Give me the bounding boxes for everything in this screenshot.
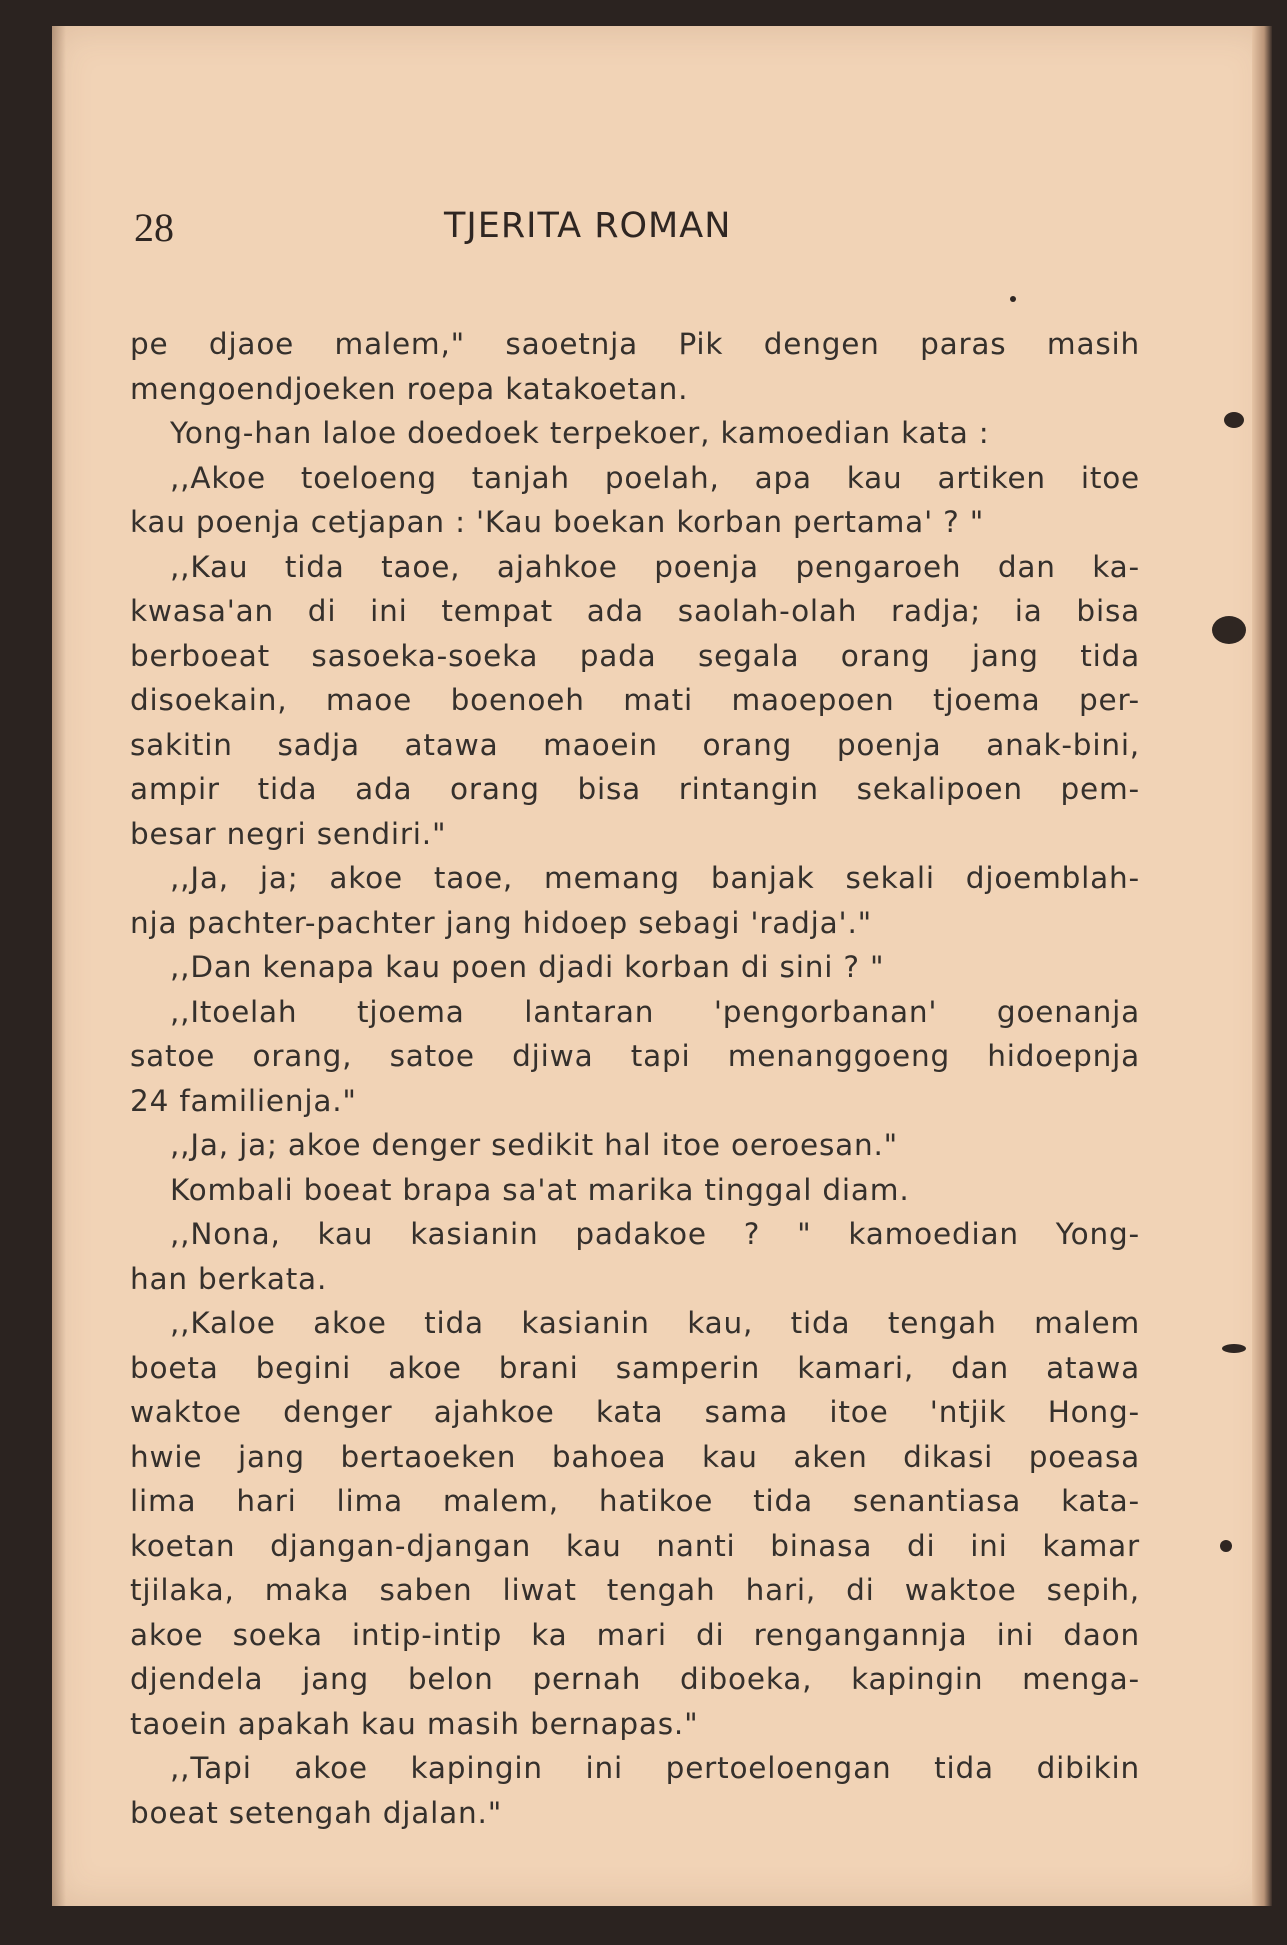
text-line: ,,Kaloe akoe tida kasianin kau, tida tengah malem xyxy=(170,1306,1140,1340)
ink-speck xyxy=(1220,1540,1232,1552)
text-line: ,,Dan kenapa kau poen djadi korban di sini ? " xyxy=(170,950,885,984)
text-line: boeta begini akoe brani samperin kamari, dan atawa xyxy=(130,1350,1140,1385)
running-title: TJERITA ROMAN xyxy=(444,206,732,246)
ink-speck xyxy=(1212,616,1246,644)
text-line: ,,Nona, kau kasianin padakoe ? " kamoedian Yong- xyxy=(170,1217,1140,1251)
text-line: akoe soeka intip-intip ka mari di rengangannja ini daon xyxy=(130,1617,1140,1652)
text-line: tjilaka, maka saben liwat tengah hari, di waktoe sepih, xyxy=(130,1573,1140,1607)
text-line: ,,Ja, ja; akoe taoe, memang banjak sekali djoemblah- xyxy=(170,861,1140,895)
book-page xyxy=(52,26,1272,1906)
text-line: Yong-han laloe doedoek terpekoer, kamoedian kata : xyxy=(170,416,990,450)
text-line: pe djaoe malem," saoetnja Pik dengen paras masih xyxy=(130,327,1140,361)
text-line: han berkata. xyxy=(130,1261,328,1296)
text-line: djendela jang belon pernah diboeka, kapingin menga- xyxy=(130,1662,1140,1696)
page-edge xyxy=(1252,26,1272,1906)
ink-speck xyxy=(1224,412,1244,428)
text-line: besar negri sendiri." xyxy=(130,816,447,851)
page-header xyxy=(134,204,854,264)
text-line: ,,Kau tida taoe, ajahkoe poenja pengaroeh dan ka- xyxy=(170,549,1140,584)
text-line: nja pachter-pachter jang hidoep sebagi 'radja'." xyxy=(130,905,872,940)
text-line: kwasa'an di ini tempat ada saolah-olah radja; ia bisa xyxy=(130,594,1140,628)
ink-speck xyxy=(1010,296,1016,302)
text-line: kau poenja cetjapan : 'Kau boekan korban pertama' ? " xyxy=(130,505,985,539)
text-line: sakitin sadja atawa maoein orang poenja anak-bini, xyxy=(130,727,1140,762)
body-text xyxy=(130,322,1140,1835)
text-line: waktoe denger ajahkoe kata sama itoe 'ntjik Hong- xyxy=(130,1395,1140,1429)
text-line: 24 familienja." xyxy=(130,1083,357,1118)
text-line: hwie jang bertaoeken bahoea kau aken dikasi poeasa xyxy=(130,1439,1140,1474)
text-line: ,,Itoelah tjoema lantaran 'pengorbanan' goenanja xyxy=(170,994,1140,1029)
text-line: disoekain, maoe boenoeh mati maoepoen tjoema per- xyxy=(130,683,1140,717)
ink-speck xyxy=(1222,1344,1246,1353)
page-number: 28 xyxy=(134,205,174,250)
text-line: berboeat sasoeka-soeka pada segala orang jang tida xyxy=(130,638,1140,673)
text-line: mengoendjoeken roepa katakoetan. xyxy=(130,371,689,406)
text-line: ,,Ja, ja; akoe denger sedikit hal itoe oeroesan." xyxy=(170,1128,899,1162)
text-line: satoe orang, satoe djiwa tapi menanggoeng hidoepnja xyxy=(130,1039,1140,1073)
text-line: ampir tida ada orang bisa rintangin sekalipoen pem- xyxy=(130,772,1140,806)
text-line: koetan djangan-djangan kau nanti binasa di ini kamar xyxy=(130,1528,1140,1563)
text-line: ,,Akoe toeloeng tanjah poelah, apa kau artiken itoe xyxy=(170,460,1140,495)
text-line: taoein apakah kau masih bernapas." xyxy=(130,1706,699,1741)
text-line: boeat setengah djalan." xyxy=(130,1795,503,1830)
text-line: ,,Tapi akoe kapingin ini pertoeloengan tida dibikin xyxy=(170,1751,1140,1785)
text-line: lima hari lima malem, hatikoe tida senantiasa kata- xyxy=(130,1484,1140,1518)
text-line: Kombali boeat brapa sa'at marika tinggal diam. xyxy=(170,1172,910,1207)
spine-shadow xyxy=(52,26,66,1906)
